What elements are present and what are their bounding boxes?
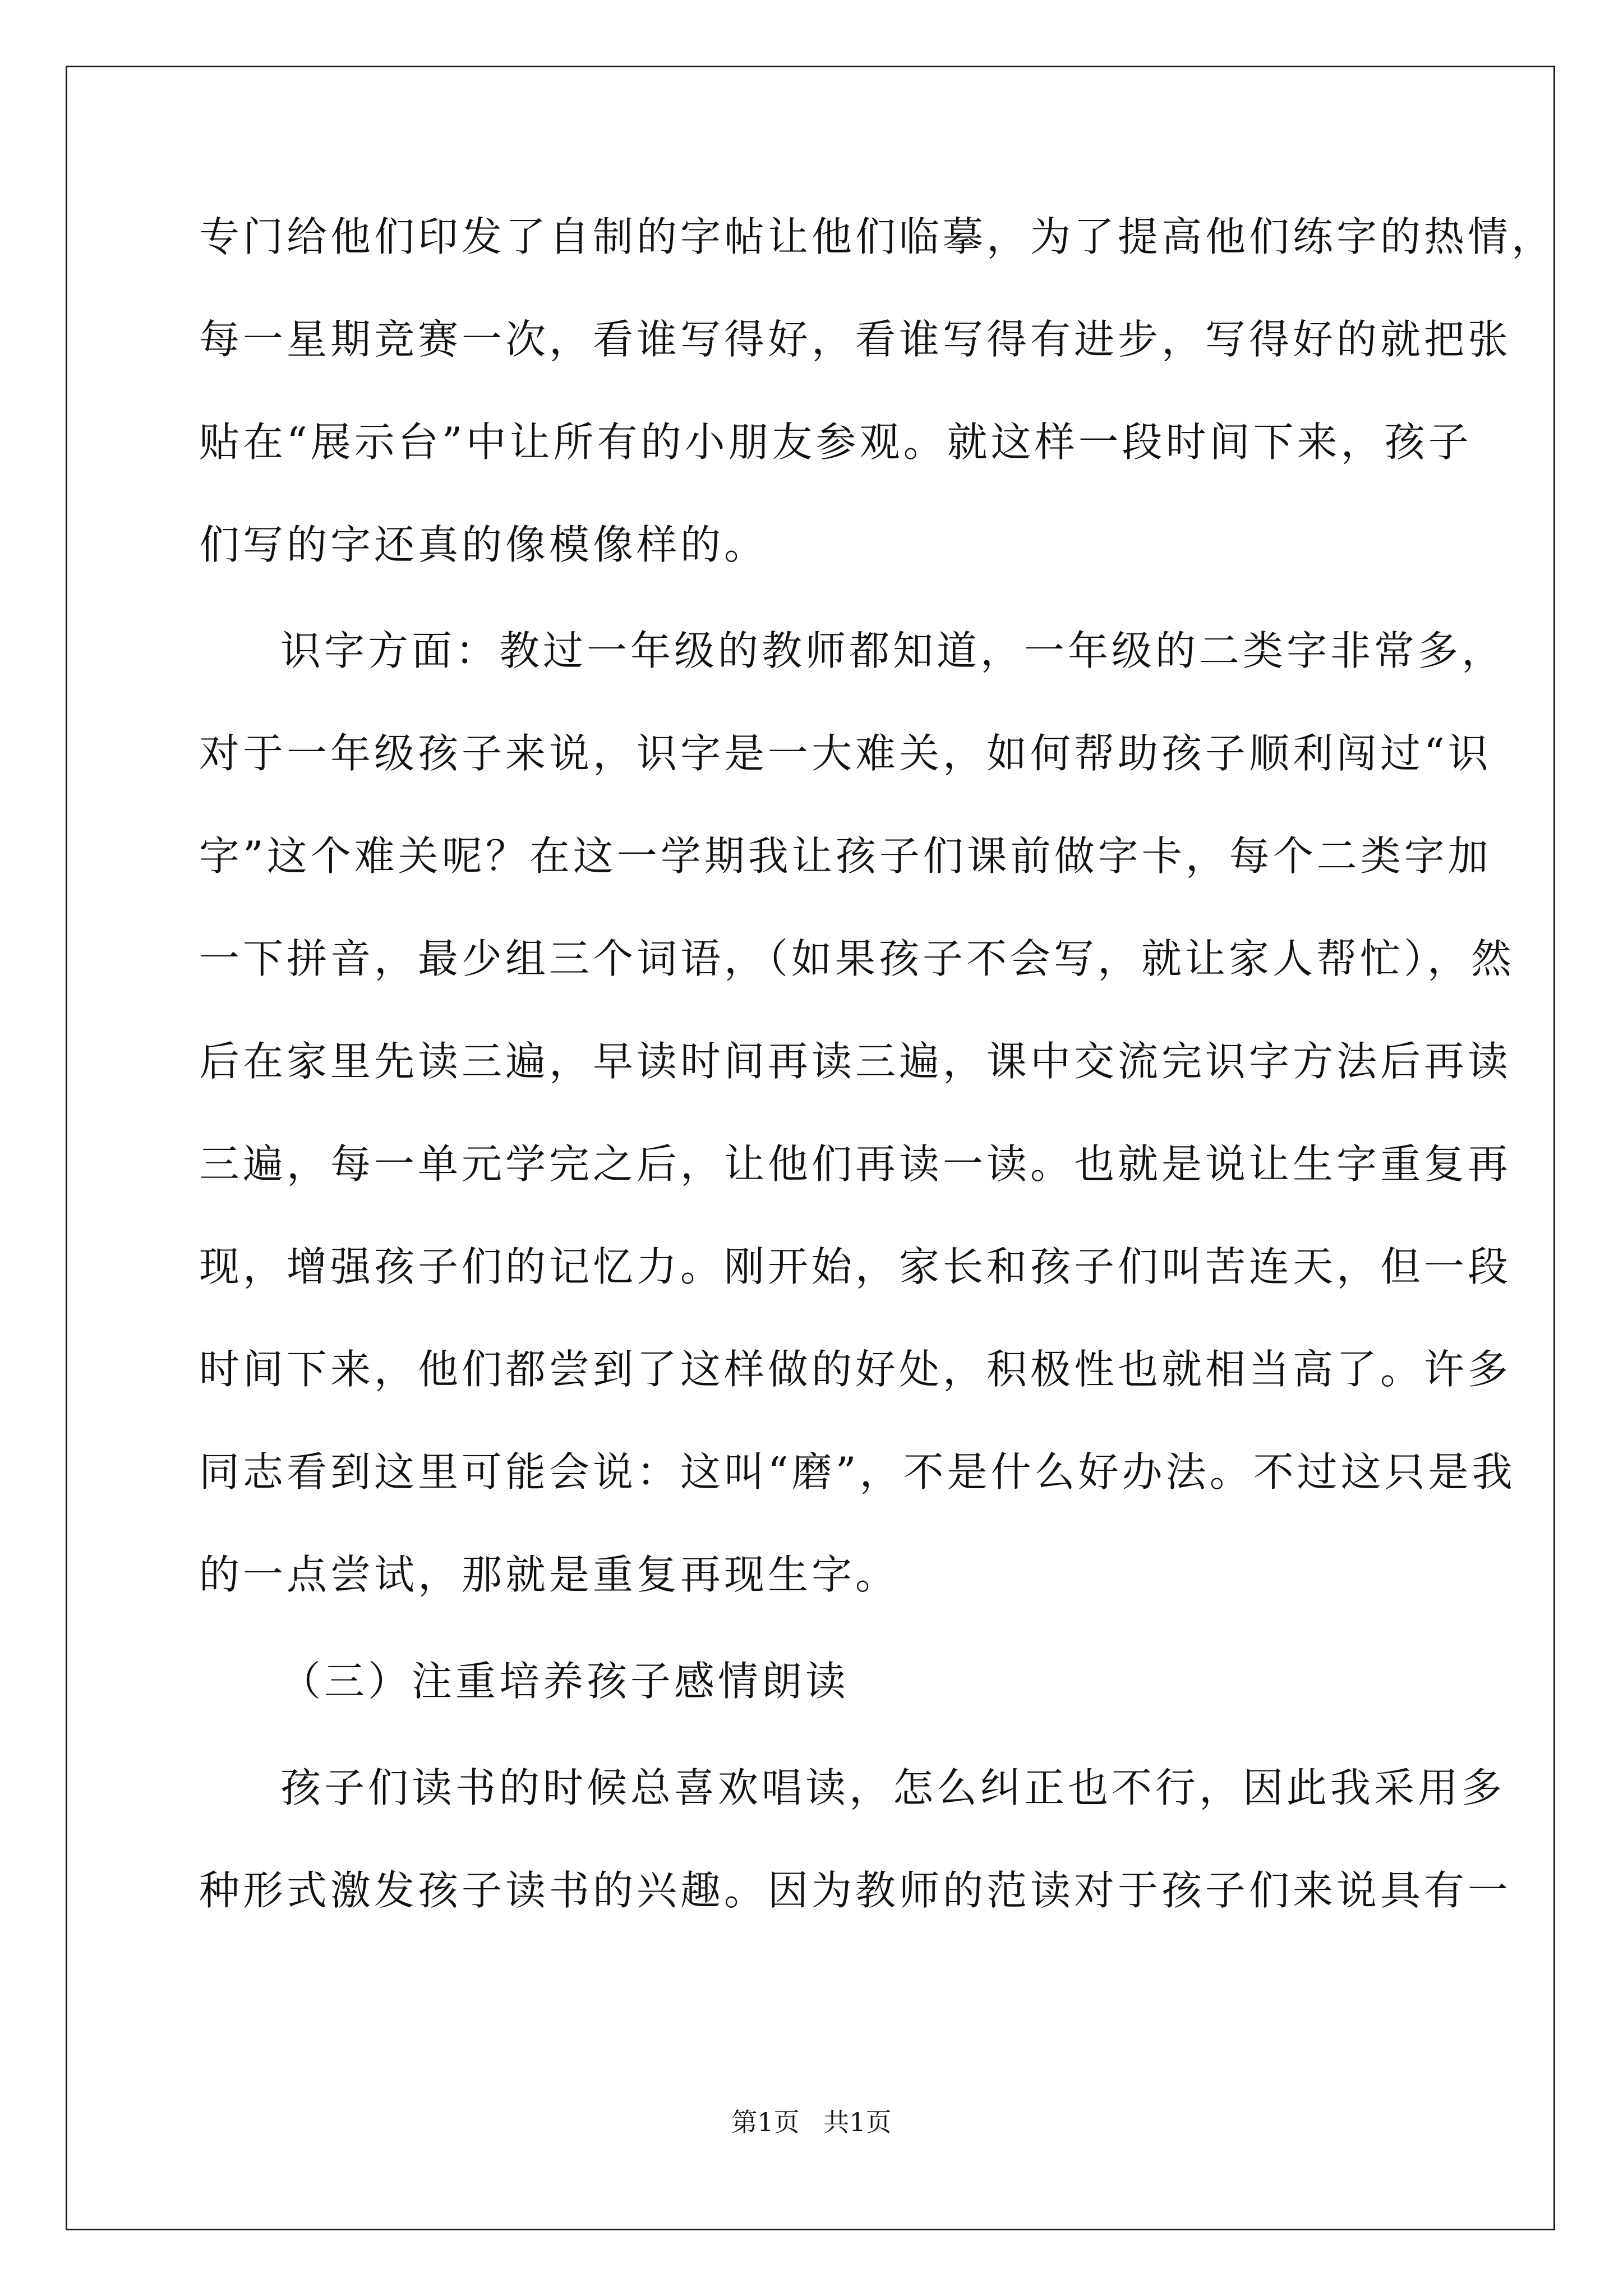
text-line: 贴在“展示台”中让所有的小朋友参观。就这样一段时间下来，孩子 [199, 418, 1472, 466]
text-line: 对于一年级孩子来说，识字是一大难关，如何帮助孩子顺利闯过“识 [199, 730, 1492, 777]
paragraph-start-line: 识字方面：教过一年级的教师都知道，一年级的二类字非常多， [280, 627, 1506, 674]
text-line: 们写的字还真的像模像样的。 [199, 521, 768, 568]
text-line: 时间下来，他们都尝到了这样做的好处，积极性也就相当高了。许多 [199, 1346, 1512, 1393]
paragraph-start-line: 孩子们读书的时候总喜欢唱读，怎么纠正也不行，因此我采用多 [280, 1764, 1506, 1811]
text-line: 每一星期竞赛一次，看谁写得好，看谁写得有进步，写得好的就把张 [199, 316, 1512, 363]
text-line: 字”这个难关呢？在这一学期我让孩子们课前做字卡，每个二类字加 [199, 832, 1492, 880]
text-line: 专门给他们印发了自制的字帖让他们临摹，为了提高他们练字的热情， [199, 213, 1556, 260]
page-total: 共1页 [823, 2107, 892, 2137]
page-footer [0, 2105, 1623, 2139]
text-line: 种形式激发孩子读书的兴趣。因为教师的范读对于孩子们来说具有一 [199, 1867, 1512, 1914]
text-line: 一下拼音，最少组三个词语，（如果孩子不会写，就让家人帮忙），然 [199, 935, 1515, 982]
text-line: 三遍，每一单元学完之后，让他们再读一读。也就是说让生字重复再 [199, 1140, 1512, 1188]
text-line: 后在家里先读三遍，早读时间再读三遍，课中交流完识字方法后再读 [199, 1038, 1512, 1085]
text-line: 现，增强孩子们的记忆力。刚开始，家长和孩子们叫苦连天，但一段 [199, 1243, 1512, 1290]
section-heading: （三）注重培养孩子感情朗读 [280, 1658, 850, 1705]
text-line: 同志看到这里可能会说：这叫“磨”，不是什么好办法。不过这只是我 [199, 1448, 1516, 1496]
text-line: 的一点尝试，那就是重复再现生字。 [199, 1551, 900, 1598]
page-number: 第1页 [731, 2107, 800, 2137]
